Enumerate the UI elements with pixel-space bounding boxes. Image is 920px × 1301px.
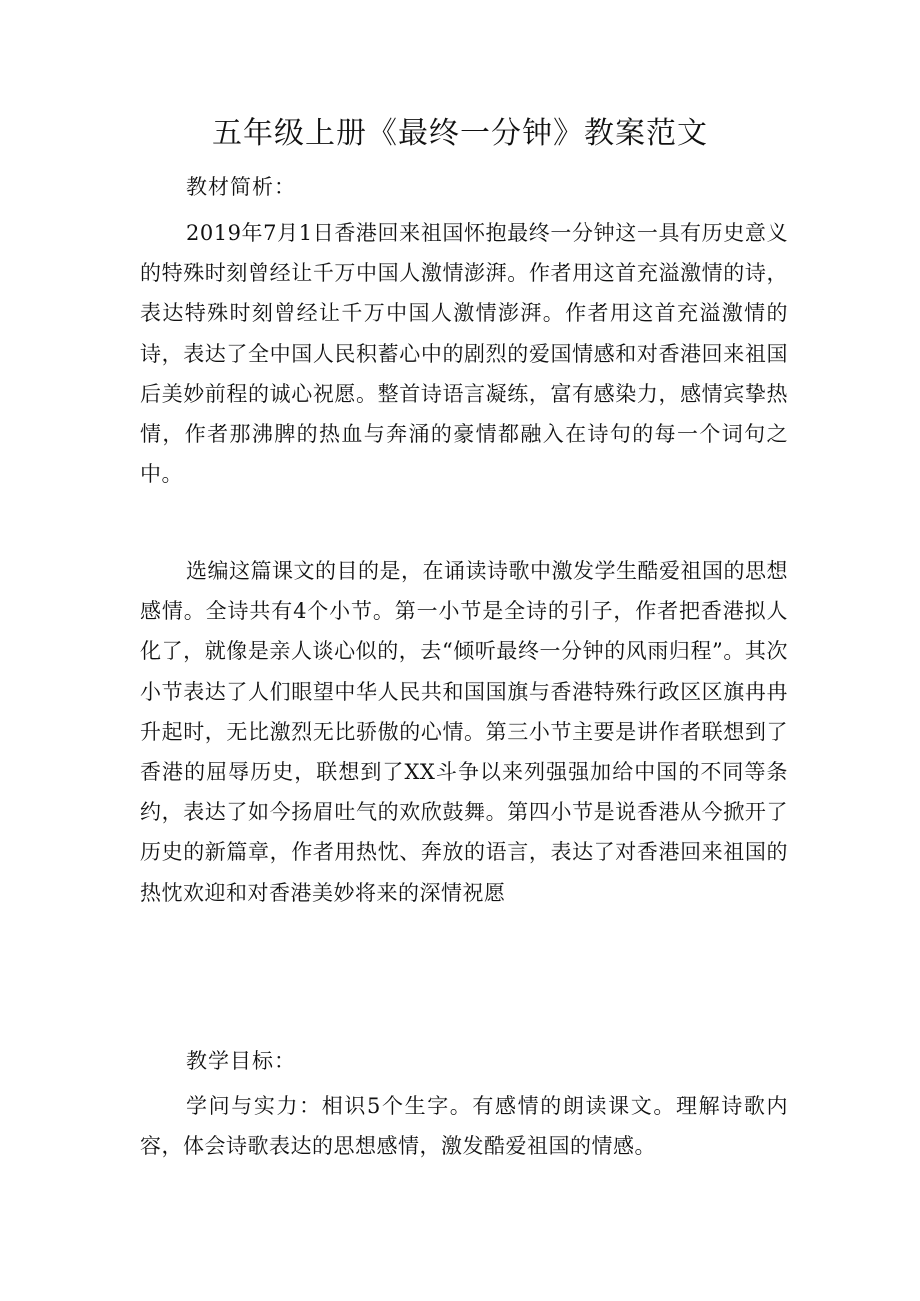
section-heading-textbook-analysis: 教材简析： <box>186 175 296 199</box>
document-title: 五年级上册《最终一分钟》教案范文 <box>212 116 708 151</box>
paragraph-purpose: 选编这篇课文的目的是，在诵读诗歌中激发学生酷爱祖国的思想感情。全诗共有4个小节。第一小节是全诗的引子，作者把香港拟人化了，就像是亲人谈心似的，去“倾听最终一分钟的风雨归程”。其次小节表达了人们眼望中华人民共和国国旗与香港特殊行政区区旗冉冉升起时，无比激烈无比骄傲的心情。第三小节主要是讲作者联想到了香港的屈辱历史，联想到了XX斗争以来列强强加给中国的不同等条约，表达了如今扬眉吐气的欢欣鼓舞。第四小节是说香港从今掀开了历史的新篇章，作者用热忱、奔放的语言，表达了对香港回来祖国的热忱欢迎和对香港美妙将来的深情祝愿 <box>140 559 788 905</box>
paragraph-intro: 2019年7月1日香港回来祖国怀抱最终一分钟这一具有历史意义的特殊时刻曾经让千万中国人激情澎湃。作者用这首充溢激情的诗，表达特殊时刻曾经让千万中国人激情澎湃。作者用这首充溢激情的诗，表达了全中国人民积蓄心中的剧烈的爱国情感和对香港回来祖国后美妙前程的诚心祝愿。整首诗语言凝练，富有感染力，感情宾挚热情，作者那沸脾的热血与奔涌的豪情都融入在诗句的每一个词句之中。 <box>140 221 788 487</box>
paragraph-goals: 学问与实力：相识5个生字。有感情的朗读课文。理解诗歌内容，体会诗歌表达的思想感情，激发酷爱祖国的情感。 <box>140 1094 788 1159</box>
section-heading-teaching-goals: 教学目标： <box>186 1049 296 1073</box>
